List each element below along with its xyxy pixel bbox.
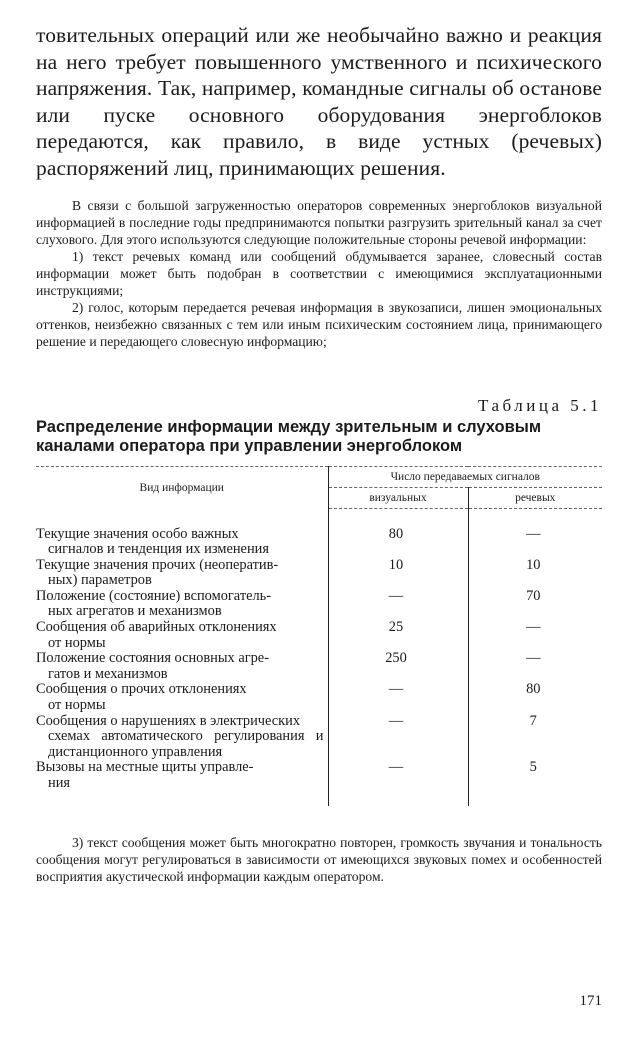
row-visual: — [328,589,468,620]
row-speech: 7 [529,712,537,729]
row-speech: 80 [526,681,541,698]
row-kind-cont: ных агрегатов и механизмов [48,603,222,620]
row-kind-text: Сообщения об аварийных отклонениях [36,619,277,636]
row-visual: 10 [328,558,468,589]
row-kind [36,760,328,805]
row-kind-text: Положение (состояние) вспомогатель- [36,587,272,604]
row-kind-cont: гатов и механизмов [48,665,168,682]
page [36,22,602,885]
row-kind-text: Текущие значения особо важных [36,525,239,542]
row-kind-cont: сигналов и тенденция их изменения [48,541,269,558]
table-row [36,620,602,651]
header-count: Число передаваемых сигналов [328,467,602,488]
row-visual: — [328,714,468,761]
row-kind-text: Положение состояния основных агре- [36,650,269,667]
row-kind [36,558,328,589]
row-visual: 80 [328,509,468,558]
table-row [36,509,602,558]
table-row [36,714,602,761]
paragraph-item-2: 2) голос, которым передается речевая информация в звукозаписи, лишен эмоциональных оттенков, неизбежно связанных с тем или иным психическим состоянием лица, принимающего решение и передающего словесную информацию; [36,300,602,349]
page-number: 171 [579,993,602,1009]
paragraph-item-1: 1) текст речевых команд или сообщений обдумывается заранее, словесный состав информации может быть подобран в соответствии с имеющимися эксплуатационными инструкциями; [36,249,602,298]
paragraph-visual-load: В связи с большой загруженностью операторов современных энергоблоков визуальной информацией в последние годы предпринимаются попытки разгрузить зрительный канал за счет слухового. Для этого используются следующие положительные стороны речевой информации: [36,198,602,247]
header-visual: визуальных [328,488,468,509]
row-kind [36,651,328,682]
header-speech: речевых [468,488,602,509]
row-kind-text: Текущие значения прочих (неоператив- [36,556,279,573]
row-kind-cont: от нормы [48,634,106,651]
row-visual: 250 [328,651,468,682]
row-kind [36,682,328,713]
row-kind-cont: ных) параметров [48,572,152,589]
table-row [36,558,602,589]
data-table [36,466,602,806]
table-row [36,760,602,805]
row-kind-text: Сообщения о нарушениях в электрических [36,712,301,729]
row-speech: — [526,526,541,542]
row-speech: 5 [529,759,537,776]
data-table-wrapper [36,466,602,806]
table-row [36,682,602,713]
row-kind-cont: от нормы [48,697,106,714]
paragraph-item-3: 3) текст сообщения может быть многократно повторен, громкость звучания и тональность сообщения могут регулироваться в зависимости от имеющихся звуковых помех и особенностей восприятия акустической информации каждым оператором. [36,834,602,884]
row-kind [36,509,328,558]
row-kind [36,714,328,761]
row-visual: 25 [328,620,468,651]
header-kind: Вид информации [36,467,328,509]
intro-paragraph: товительных операций или же необычайно важно и реакция на него требует повышенного умственного и психического напряжения. Так, например, командные сигналы об останове или пуске основного оборудования энергоблоков передаются, как правило, в виде устных (речевых) распоряжений лиц, принимающих решения. [36,23,602,180]
row-kind [36,620,328,651]
table-row [36,589,602,620]
row-visual: — [328,760,468,805]
row-visual: — [328,682,468,713]
row-kind-text: Сообщения о прочих отклонениях [36,681,247,698]
row-kind-cont: ния [48,775,71,791]
row-kind-text: Вызовы на местные щиты управле- [36,759,254,776]
row-speech: 10 [526,556,541,573]
row-speech: — [526,650,541,667]
table-label: Таблица 5.1 [478,396,602,415]
row-speech: 70 [526,587,541,604]
row-speech: — [526,619,541,636]
table-row [36,651,602,682]
row-kind [36,589,328,620]
table-title: Распределение информации между зрительным и слуховым каналами оператора при управлении энергоблоком [36,418,542,455]
row-kind-cont: схемах автоматического регулирования и дистанционного управления [48,728,324,760]
